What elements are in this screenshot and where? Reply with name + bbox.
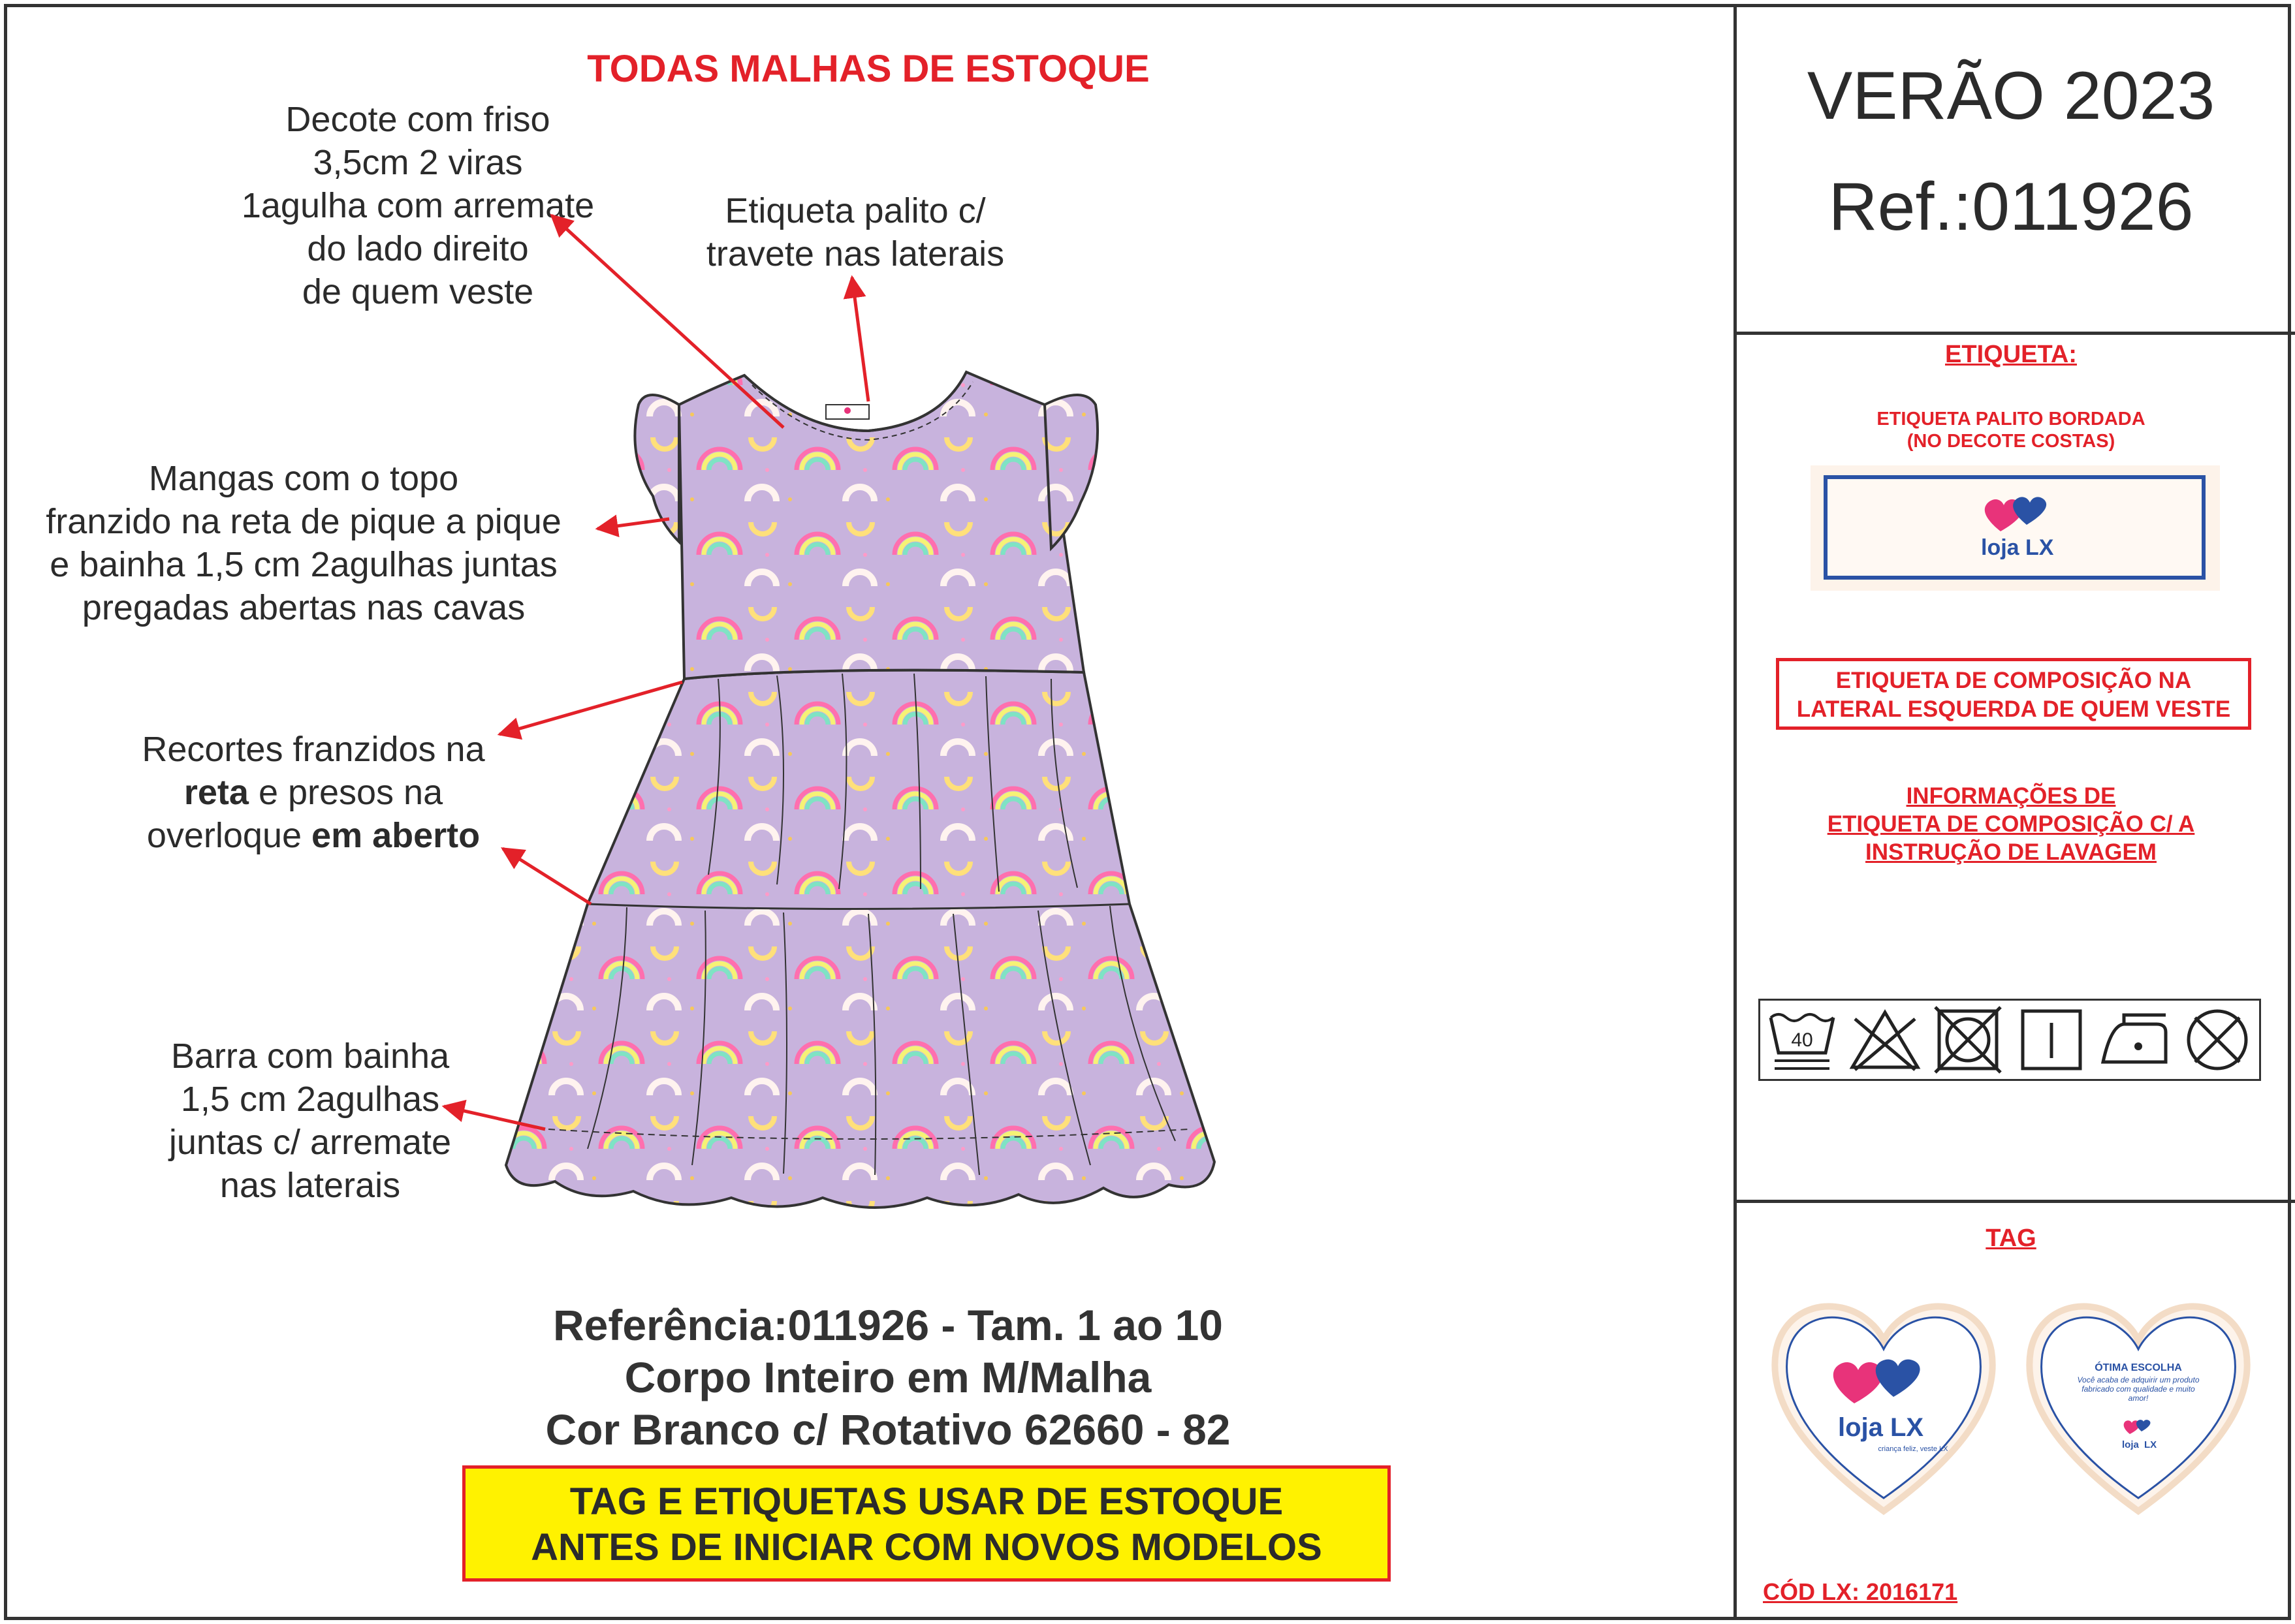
care-info-text (1737, 782, 2285, 866)
note-label-tab: Etiqueta palito c/ travete nas laterais (706, 191, 1005, 273)
season-title: VERÃO 2023 (1807, 58, 2215, 134)
tag-back-logo-loja: loja (2122, 1439, 2139, 1450)
note-gathered-line3: overloque (146, 816, 312, 855)
note-gathered-bold1: reta (183, 773, 249, 812)
note-sleeves: Mangas com o topo franzido na reta de pique a pique e bainha 1,5 cm 2agulhas juntas pregadas abertas nas cavas (46, 459, 562, 627)
sidebar-divider-bottom (1737, 1200, 2295, 1203)
warning-line2: ANTES DE INICIAR COM NOVOS MODELOS (531, 1526, 1322, 1569)
tag-back-logo-lx: LX (2144, 1439, 2157, 1450)
label-logo-text (1981, 535, 2053, 561)
note-gathered-line1: Recortes franzidos na (142, 730, 485, 769)
cod-lx: CÓD LX: 2016171 (1763, 1578, 1958, 1605)
composition-line1: ETIQUETA DE COMPOSIÇÃO NA (1835, 668, 2192, 693)
embroidered-label-text (1737, 408, 2285, 452)
embroidered-label-line1: ETIQUETA PALITO BORDADA (1876, 409, 2145, 429)
hang-tag-back (2018, 1289, 2259, 1521)
reference-block (457, 1299, 1319, 1456)
reference-title: Ref.:011926 (1828, 169, 2194, 245)
no-bleach-icon (1848, 1006, 1922, 1074)
wash-40-icon (1765, 1006, 1839, 1074)
label-logo-lx: LX (2025, 535, 2054, 560)
heart-balloons-icon (1981, 492, 2053, 538)
note-neckline: Decote com friso 3,5cm 2 viras 1agulha com arremate do lado direito de quem veste (241, 100, 595, 311)
label-section-title: ETIQUETA: (1945, 341, 2077, 368)
warning-line1: TAG E ETIQUETAS USAR DE ESTOQUE (569, 1480, 1284, 1523)
note-gathered-bold2: em aberto (311, 816, 481, 855)
composition-line2: LATERAL ESQUERDA DE QUEM VESTE (1796, 696, 2231, 722)
no-dry-clean-icon (2181, 1006, 2254, 1074)
stock-fabric-header: TODAS MALHAS DE ESTOQUE (587, 48, 1150, 90)
care-info-line3: INSTRUÇÃO DE LAVAGEM (1865, 839, 2157, 865)
tag-section-title: TAG (1986, 1225, 2036, 1252)
tag-logo-loja: loja (1838, 1413, 1883, 1442)
label-logo-loja: loja (1981, 535, 2019, 560)
tag-slogan: criança feliz, veste LX (1878, 1445, 1948, 1453)
tag-back-text: Você acaba de adquirir um produto fabricado com qualidade e muito amor! (2077, 1375, 2200, 1403)
stock-warning-box (462, 1465, 1391, 1582)
sidebar-divider-top (1737, 332, 2295, 335)
note-gathered-line2: e presos na (248, 773, 443, 812)
tag-back-title: ÓTIMA ESCOLHA (2095, 1362, 2182, 1373)
care-info-line1: INFORMAÇÕES DE (1906, 783, 2116, 809)
iron-low-icon (2098, 1006, 2171, 1074)
tag-logo-lx: LX (1890, 1413, 1924, 1442)
woven-label (1824, 475, 2206, 580)
care-info-line2: ETIQUETA DE COMPOSIÇÃO C/ A (1827, 811, 2195, 837)
no-tumble-dry-icon (1931, 1006, 2004, 1074)
wash-temp-label: 40 (1790, 1029, 1813, 1051)
reference-line3: Cor Branco c/ Rotativo 62660 - 82 (545, 1405, 1231, 1454)
reference-line2: Corpo Inteiro em M/Malha (624, 1353, 1152, 1401)
reference-line1: Referência:011926 - Tam. 1 ao 10 (552, 1301, 1224, 1349)
care-symbols-row (1758, 999, 2261, 1081)
hang-tag-front (1763, 1289, 2004, 1521)
embroidered-label-line2: (NO DECOTE COSTAS) (1907, 431, 2115, 452)
line-dry-icon (2015, 1006, 2088, 1074)
note-hem: Barra com bainha 1,5 cm 2agulhas juntas c/ arremate nas laterais (168, 1037, 452, 1205)
composition-label-box (1776, 658, 2251, 730)
